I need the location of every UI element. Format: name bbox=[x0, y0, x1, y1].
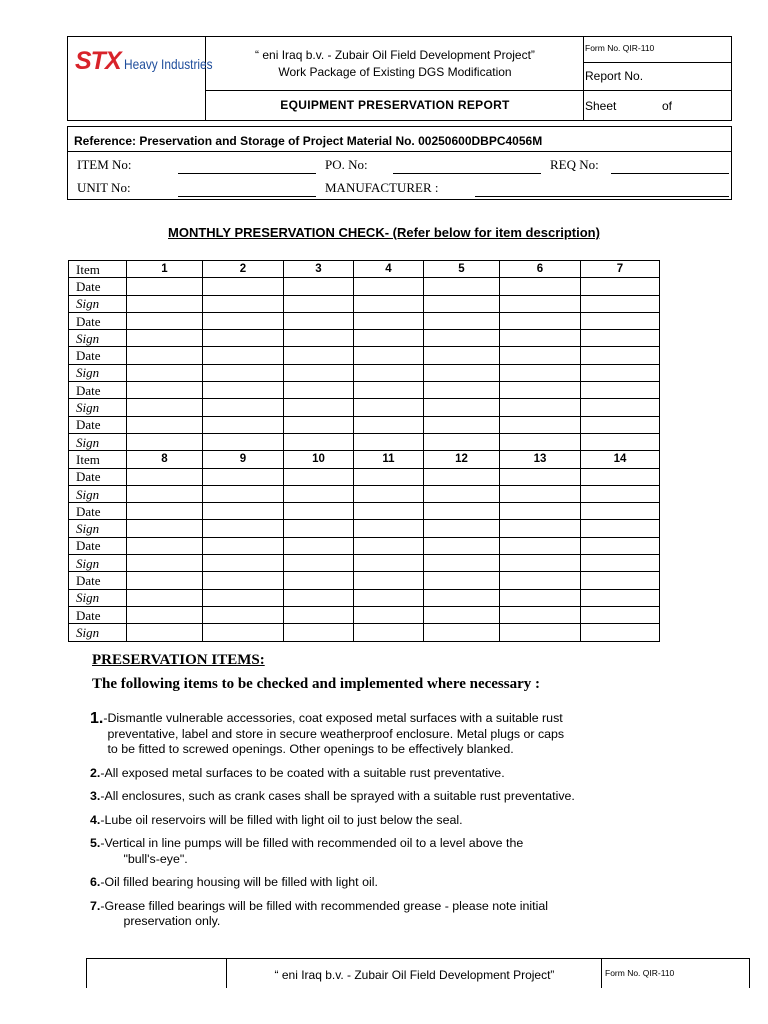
date-cell[interactable] bbox=[284, 347, 354, 364]
date-cell[interactable] bbox=[127, 468, 203, 485]
sign-cell[interactable] bbox=[354, 520, 424, 537]
preservation-item-list bbox=[90, 711, 680, 938]
sign-cell[interactable] bbox=[203, 555, 284, 572]
date-cell[interactable] bbox=[203, 382, 284, 399]
date-cell[interactable] bbox=[424, 382, 500, 399]
item-text: Lube oil reservoirs will be filled with light oil to just below the seal. bbox=[104, 812, 463, 827]
sign-cell[interactable] bbox=[500, 520, 581, 537]
list-item bbox=[90, 899, 680, 930]
sign-row bbox=[69, 485, 660, 502]
logo-text: Heavy Industries bbox=[123, 56, 213, 72]
date-cell[interactable] bbox=[424, 278, 500, 295]
date-cell[interactable] bbox=[284, 468, 354, 485]
date-cell[interactable] bbox=[354, 416, 424, 433]
date-cell[interactable] bbox=[424, 468, 500, 485]
row-label-date: Date bbox=[69, 382, 127, 399]
date-cell[interactable] bbox=[203, 468, 284, 485]
sign-cell[interactable] bbox=[424, 330, 500, 347]
document-header bbox=[67, 36, 732, 121]
sign-cell[interactable] bbox=[424, 399, 500, 416]
sign-cell[interactable] bbox=[581, 589, 660, 606]
sign-cell[interactable] bbox=[581, 555, 660, 572]
document-footer bbox=[86, 958, 750, 988]
sign-cell[interactable] bbox=[203, 485, 284, 502]
sign-cell[interactable] bbox=[127, 624, 203, 641]
sign-cell[interactable] bbox=[127, 589, 203, 606]
header-divider bbox=[583, 62, 731, 63]
sign-cell[interactable] bbox=[500, 555, 581, 572]
item-text: Oil filled bearing housing will be filled with light oil. bbox=[104, 875, 378, 889]
sign-cell[interactable] bbox=[581, 330, 660, 347]
reference-text: Reference: Preservation and Storage of Project Material No. 00250600DBPC4056M bbox=[74, 134, 543, 148]
sign-cell[interactable] bbox=[581, 399, 660, 416]
sign-cell[interactable] bbox=[424, 485, 500, 502]
row-label-date: Date bbox=[69, 347, 127, 364]
item-separator: - bbox=[100, 836, 105, 850]
sign-cell[interactable] bbox=[284, 433, 354, 450]
row-label-sign: Sign bbox=[69, 399, 127, 416]
sign-row bbox=[69, 295, 660, 312]
item-line: to be fitted to screwed openings. Other openings to be effectively blanked. bbox=[107, 742, 514, 756]
item-column-number: 5 bbox=[424, 261, 500, 278]
sign-cell[interactable] bbox=[203, 433, 284, 450]
sign-row bbox=[69, 364, 660, 381]
row-label-sign: Sign bbox=[69, 520, 127, 537]
row-label-sign: Sign bbox=[69, 555, 127, 572]
item-separator: - bbox=[100, 898, 105, 913]
row-label-date: Date bbox=[69, 503, 127, 520]
sign-cell[interactable] bbox=[127, 520, 203, 537]
sign-cell[interactable] bbox=[581, 624, 660, 641]
item-column-number: 10 bbox=[284, 451, 354, 468]
sign-cell[interactable] bbox=[284, 330, 354, 347]
item-line: Dismantle vulnerable accessories, coat exposed metal surfaces with a suitable rust bbox=[107, 711, 563, 725]
date-cell[interactable] bbox=[203, 416, 284, 433]
sign-cell[interactable] bbox=[354, 364, 424, 381]
footer-project-title: “ eni Iraq b.v. - Zubair Oil Field Development Project” bbox=[274, 968, 555, 982]
date-cell[interactable] bbox=[581, 537, 660, 554]
sign-cell[interactable] bbox=[581, 520, 660, 537]
row-label-date: Date bbox=[69, 537, 127, 554]
date-cell[interactable] bbox=[424, 572, 500, 589]
sign-row bbox=[69, 624, 660, 641]
item-column-number: 9 bbox=[203, 451, 284, 468]
date-cell[interactable] bbox=[354, 503, 424, 520]
project-line-2: Work Package of Existing DGS Modification bbox=[278, 65, 512, 79]
row-label-sign: Sign bbox=[69, 330, 127, 347]
item-column-number: 3 bbox=[284, 261, 354, 278]
item-no-label: ITEM No: bbox=[77, 157, 132, 172]
sign-cell[interactable] bbox=[127, 330, 203, 347]
item-text bbox=[104, 899, 680, 930]
date-cell[interactable] bbox=[354, 382, 424, 399]
item-number: 1. bbox=[90, 710, 104, 727]
date-cell[interactable] bbox=[581, 312, 660, 329]
date-cell[interactable] bbox=[284, 537, 354, 554]
date-cell[interactable] bbox=[203, 347, 284, 364]
sign-cell[interactable] bbox=[203, 399, 284, 416]
date-cell[interactable] bbox=[354, 572, 424, 589]
date-row bbox=[69, 278, 660, 295]
manufacturer-field[interactable] bbox=[475, 196, 729, 197]
sign-cell[interactable] bbox=[127, 433, 203, 450]
date-cell[interactable] bbox=[354, 606, 424, 623]
item-number: 3. bbox=[90, 789, 101, 803]
date-cell[interactable] bbox=[581, 468, 660, 485]
row-label-date: Date bbox=[69, 312, 127, 329]
item-header-row bbox=[69, 261, 660, 278]
sheet-label: Sheet bbox=[585, 99, 617, 113]
sign-cell[interactable] bbox=[203, 330, 284, 347]
list-item bbox=[90, 875, 680, 891]
sign-cell[interactable] bbox=[284, 485, 354, 502]
item-column-number: 11 bbox=[354, 451, 424, 468]
list-item bbox=[90, 836, 680, 867]
sign-cell[interactable] bbox=[354, 433, 424, 450]
sign-cell[interactable] bbox=[354, 485, 424, 502]
item-column-number: 1 bbox=[127, 261, 203, 278]
item-number: 4. bbox=[90, 812, 101, 827]
project-line-1: “ eni Iraq b.v. - Zubair Oil Field Development Project” bbox=[255, 48, 535, 62]
sign-row bbox=[69, 589, 660, 606]
sign-cell[interactable] bbox=[500, 364, 581, 381]
date-cell[interactable] bbox=[500, 382, 581, 399]
monthly-check-title: MONTHLY PRESERVATION CHECK- (Refer below for item description) bbox=[168, 225, 600, 240]
sign-cell[interactable] bbox=[581, 433, 660, 450]
row-label-date: Date bbox=[69, 278, 127, 295]
manufacturer-label: MANUFACTURER : bbox=[325, 180, 439, 195]
sign-cell[interactable] bbox=[500, 589, 581, 606]
sign-row bbox=[69, 520, 660, 537]
date-cell[interactable] bbox=[424, 537, 500, 554]
unit-no-field[interactable] bbox=[178, 196, 316, 197]
list-item bbox=[90, 789, 680, 805]
sign-cell[interactable] bbox=[424, 624, 500, 641]
date-cell[interactable] bbox=[500, 537, 581, 554]
date-cell[interactable] bbox=[284, 503, 354, 520]
item-line: preventative, label and store in secure weatherproof enclosure. Metal plugs or caps bbox=[107, 726, 565, 741]
date-row bbox=[69, 606, 660, 623]
date-cell[interactable] bbox=[203, 606, 284, 623]
date-cell[interactable] bbox=[203, 503, 284, 520]
item-separator: - bbox=[103, 711, 108, 725]
sign-cell[interactable] bbox=[354, 399, 424, 416]
item-separator: - bbox=[100, 812, 105, 827]
item-separator: - bbox=[100, 875, 105, 889]
date-cell[interactable] bbox=[581, 503, 660, 520]
sign-cell[interactable] bbox=[500, 433, 581, 450]
sign-cell[interactable] bbox=[424, 520, 500, 537]
date-cell[interactable] bbox=[500, 606, 581, 623]
date-cell[interactable] bbox=[500, 278, 581, 295]
date-cell[interactable] bbox=[424, 503, 500, 520]
date-cell[interactable] bbox=[203, 312, 284, 329]
row-label-item: Item bbox=[69, 261, 127, 278]
row-label-sign: Sign bbox=[69, 364, 127, 381]
po-no-label: PO. No: bbox=[325, 157, 368, 172]
item-line: preservation only. bbox=[123, 914, 221, 928]
date-cell[interactable] bbox=[354, 278, 424, 295]
date-cell[interactable] bbox=[581, 606, 660, 623]
date-cell[interactable] bbox=[581, 278, 660, 295]
date-cell[interactable] bbox=[581, 382, 660, 399]
sign-cell[interactable] bbox=[500, 624, 581, 641]
sign-row bbox=[69, 555, 660, 572]
header-divider bbox=[205, 90, 731, 91]
row-label-date: Date bbox=[69, 606, 127, 623]
item-text bbox=[104, 836, 680, 867]
date-cell[interactable] bbox=[127, 278, 203, 295]
sign-row bbox=[69, 433, 660, 450]
date-cell[interactable] bbox=[127, 537, 203, 554]
row-label-item: Item bbox=[69, 451, 127, 468]
sign-cell[interactable] bbox=[284, 555, 354, 572]
row-label-date: Date bbox=[69, 572, 127, 589]
item-header-row bbox=[69, 451, 660, 468]
row-label-date: Date bbox=[69, 468, 127, 485]
date-cell[interactable] bbox=[284, 312, 354, 329]
row-label-sign: Sign bbox=[69, 624, 127, 641]
item-number: 7. bbox=[90, 898, 101, 913]
date-cell[interactable] bbox=[354, 468, 424, 485]
sheet-of-label: of bbox=[662, 99, 673, 113]
project-title bbox=[206, 47, 584, 81]
sign-cell[interactable] bbox=[284, 520, 354, 537]
item-line: "bull's-eye". bbox=[123, 851, 188, 866]
list-item bbox=[90, 766, 680, 782]
item-text: All enclosures, such as crank cases shall be sprayed with a suitable rust preventative. bbox=[104, 789, 575, 803]
date-cell[interactable] bbox=[424, 606, 500, 623]
date-cell[interactable] bbox=[581, 416, 660, 433]
unit-no-label: UNIT No: bbox=[77, 180, 131, 195]
date-cell[interactable] bbox=[500, 347, 581, 364]
preservation-heading: PRESERVATION ITEMS: bbox=[92, 652, 265, 668]
item-column-number: 12 bbox=[424, 451, 500, 468]
date-cell[interactable] bbox=[284, 278, 354, 295]
sign-cell[interactable] bbox=[354, 624, 424, 641]
sign-row bbox=[69, 399, 660, 416]
item-separator: - bbox=[100, 789, 105, 803]
sign-cell[interactable] bbox=[284, 399, 354, 416]
logo-mark: STX bbox=[75, 47, 121, 75]
row-label-sign: Sign bbox=[69, 485, 127, 502]
sign-cell[interactable] bbox=[424, 364, 500, 381]
sign-cell[interactable] bbox=[581, 364, 660, 381]
date-cell[interactable] bbox=[203, 572, 284, 589]
date-cell[interactable] bbox=[581, 347, 660, 364]
item-column-number: 8 bbox=[127, 451, 203, 468]
reference-block bbox=[67, 126, 732, 200]
date-cell[interactable] bbox=[500, 503, 581, 520]
date-row bbox=[69, 503, 660, 520]
sign-row bbox=[69, 330, 660, 347]
sign-cell[interactable] bbox=[284, 624, 354, 641]
sign-cell[interactable] bbox=[500, 485, 581, 502]
date-cell[interactable] bbox=[424, 347, 500, 364]
date-cell[interactable] bbox=[500, 468, 581, 485]
sign-cell[interactable] bbox=[354, 295, 424, 312]
sign-cell[interactable] bbox=[284, 295, 354, 312]
item-no-field[interactable] bbox=[178, 173, 316, 174]
sign-cell[interactable] bbox=[127, 485, 203, 502]
date-cell[interactable] bbox=[127, 606, 203, 623]
row-label-sign: Sign bbox=[69, 589, 127, 606]
date-cell[interactable] bbox=[203, 278, 284, 295]
sign-cell[interactable] bbox=[354, 589, 424, 606]
date-row bbox=[69, 416, 660, 433]
row-label-date: Date bbox=[69, 416, 127, 433]
reference-divider bbox=[68, 151, 731, 152]
date-cell[interactable] bbox=[127, 416, 203, 433]
sign-cell[interactable] bbox=[424, 295, 500, 312]
date-row bbox=[69, 382, 660, 399]
item-number: 5. bbox=[90, 836, 101, 850]
date-cell[interactable] bbox=[127, 503, 203, 520]
sign-cell[interactable] bbox=[203, 295, 284, 312]
sign-cell[interactable] bbox=[500, 399, 581, 416]
date-cell[interactable] bbox=[127, 382, 203, 399]
item-column-number: 13 bbox=[500, 451, 581, 468]
sign-cell[interactable] bbox=[424, 589, 500, 606]
date-row bbox=[69, 537, 660, 554]
sign-cell[interactable] bbox=[500, 330, 581, 347]
date-row bbox=[69, 312, 660, 329]
item-column-number: 2 bbox=[203, 261, 284, 278]
date-cell[interactable] bbox=[500, 416, 581, 433]
date-cell[interactable] bbox=[284, 416, 354, 433]
sign-cell[interactable] bbox=[203, 520, 284, 537]
date-row bbox=[69, 468, 660, 485]
date-cell[interactable] bbox=[127, 572, 203, 589]
date-cell[interactable] bbox=[127, 347, 203, 364]
date-cell[interactable] bbox=[284, 382, 354, 399]
item-line: Grease filled bearings will be filled with recommended grease - please note initial bbox=[104, 898, 549, 913]
item-text bbox=[107, 711, 680, 758]
sign-cell[interactable] bbox=[581, 295, 660, 312]
item-column-number: 6 bbox=[500, 261, 581, 278]
row-label-sign: Sign bbox=[69, 433, 127, 450]
date-cell[interactable] bbox=[500, 572, 581, 589]
sign-cell[interactable] bbox=[127, 364, 203, 381]
footer-form-number: Form No. QIR-110 bbox=[605, 968, 675, 978]
date-cell[interactable] bbox=[284, 572, 354, 589]
date-cell[interactable] bbox=[354, 312, 424, 329]
sign-cell[interactable] bbox=[424, 433, 500, 450]
report-no-label: Report No. bbox=[585, 69, 644, 83]
sign-cell[interactable] bbox=[284, 589, 354, 606]
date-cell[interactable] bbox=[424, 416, 500, 433]
sign-cell[interactable] bbox=[354, 555, 424, 572]
sign-cell[interactable] bbox=[127, 399, 203, 416]
sign-cell[interactable] bbox=[127, 555, 203, 572]
company-logo bbox=[75, 47, 228, 76]
req-no-label: REQ No: bbox=[550, 157, 599, 172]
list-item bbox=[90, 711, 680, 758]
sign-cell[interactable] bbox=[203, 624, 284, 641]
item-column-number: 14 bbox=[581, 451, 660, 468]
req-no-field[interactable] bbox=[611, 173, 729, 174]
list-item bbox=[90, 813, 680, 829]
sign-cell[interactable] bbox=[581, 485, 660, 502]
item-separator: - bbox=[100, 765, 105, 780]
item-column-number: 4 bbox=[354, 261, 424, 278]
report-title: EQUIPMENT PRESERVATION REPORT bbox=[280, 98, 510, 112]
item-number: 6. bbox=[90, 875, 101, 889]
date-cell[interactable] bbox=[354, 347, 424, 364]
preservation-check-table bbox=[68, 260, 660, 642]
sign-cell[interactable] bbox=[127, 295, 203, 312]
date-cell[interactable] bbox=[127, 312, 203, 329]
form-number: Form No. QIR-110 bbox=[585, 43, 655, 53]
sign-cell[interactable] bbox=[424, 555, 500, 572]
date-cell[interactable] bbox=[581, 572, 660, 589]
sign-cell[interactable] bbox=[203, 364, 284, 381]
sign-cell[interactable] bbox=[203, 589, 284, 606]
date-cell[interactable] bbox=[354, 537, 424, 554]
item-line: Vertical in line pumps will be filled with recommended oil to a level above the bbox=[104, 836, 524, 850]
date-cell[interactable] bbox=[203, 537, 284, 554]
date-cell[interactable] bbox=[424, 312, 500, 329]
sign-cell[interactable] bbox=[284, 364, 354, 381]
sign-cell[interactable] bbox=[354, 330, 424, 347]
po-no-field[interactable] bbox=[393, 173, 541, 174]
date-row bbox=[69, 572, 660, 589]
preservation-subheading: The following items to be checked and implemented where necessary : bbox=[92, 676, 541, 692]
item-text: All exposed metal surfaces to be coated with a suitable rust preventative. bbox=[104, 765, 505, 780]
date-cell[interactable] bbox=[284, 606, 354, 623]
date-cell[interactable] bbox=[500, 312, 581, 329]
item-column-number: 7 bbox=[581, 261, 660, 278]
row-label-sign: Sign bbox=[69, 295, 127, 312]
item-number: 2. bbox=[90, 765, 101, 780]
date-row bbox=[69, 347, 660, 364]
sign-cell[interactable] bbox=[500, 295, 581, 312]
